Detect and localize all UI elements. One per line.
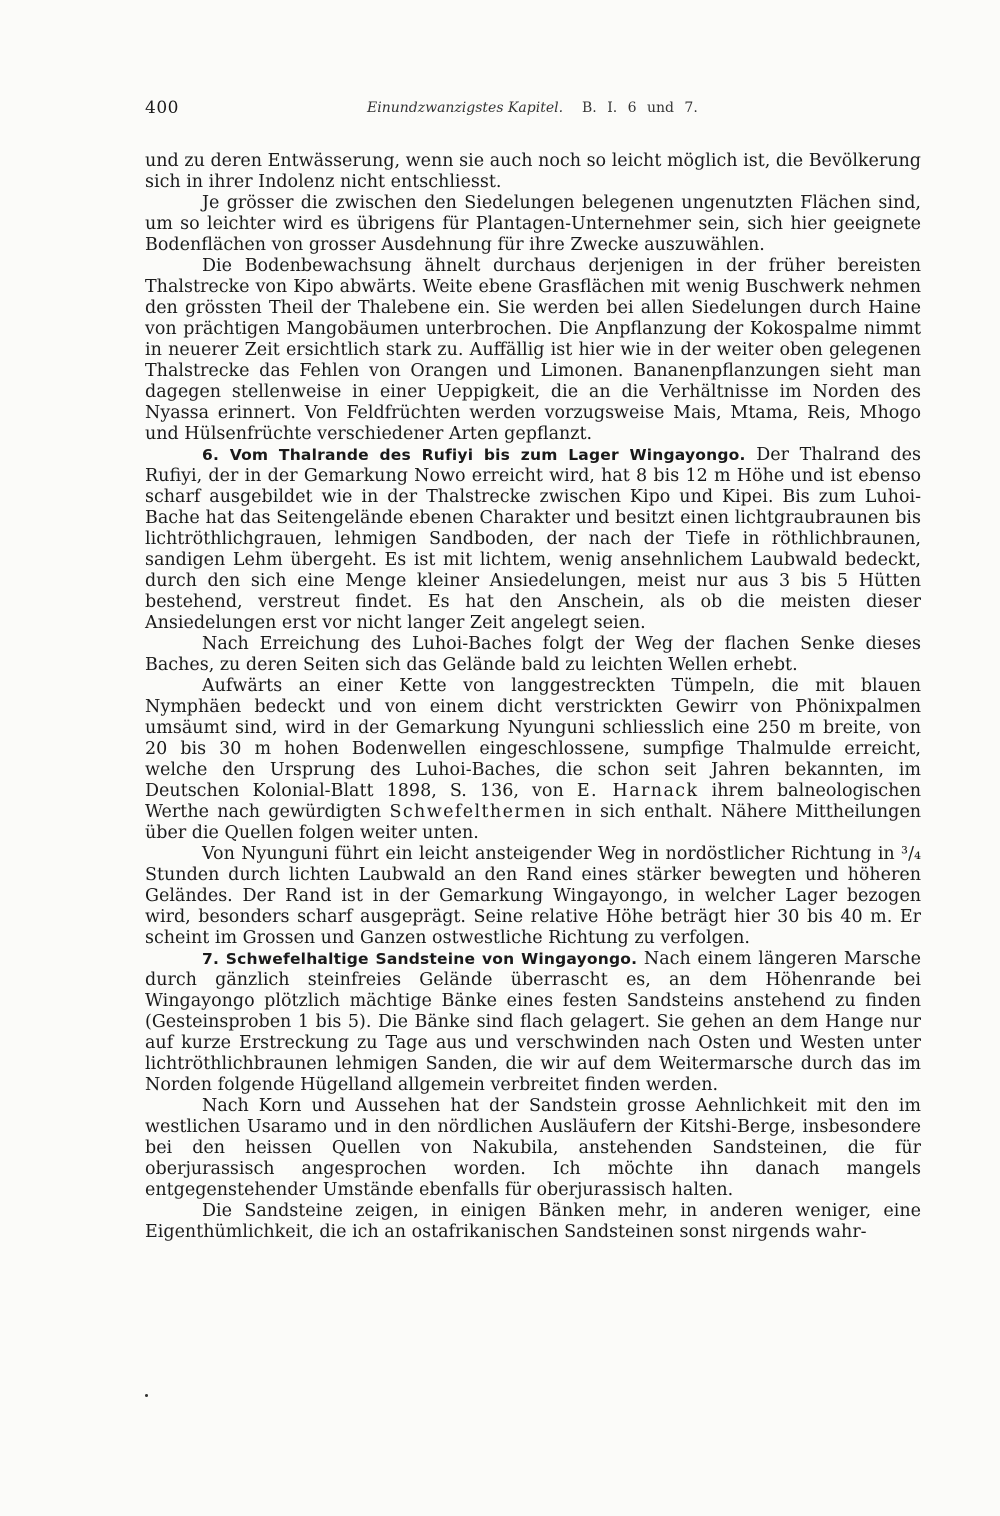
paragraph: Von Nyunguni führt ein leicht ansteigender Weg in nordöstlicher Richtung in ³/₄ Stunden durch lichten Laubwald an den Rand eines stärker bewegten und höheren Geländes. Der Rand ist in der Gemarkung Wingayongo, in welcher Lager bezogen wird, besonders scharf ausgeprägt. Seine relative Höhe beträgt hier 30 bis 40 m. Er scheint im Grossen und Ganzen ostwestliche Richtung zu verfolgen. — [145, 844, 921, 948]
emphasized-term: Schwefelthermen — [389, 802, 567, 822]
section-7-paragraph — [145, 949, 921, 1096]
print-speck — [145, 1394, 148, 1397]
running-head — [145, 98, 925, 128]
body-text — [145, 151, 921, 1243]
section-reference: B. I. 6 und 7. — [582, 100, 698, 116]
paragraph: Je grösser die zwischen den Siedelungen belegenen ungenutzten Flächen sind, um so leichter wird es übrigens für Plantagen-Unternehmer sein, sich hier geeignete Bodenflächen von grosser Ausdehnung für ihre Zwecke auszuwählen. — [145, 193, 921, 255]
paragraph: Nach Erreichung des Luhoi-Baches folgt der Weg der flachen Senke dieses Baches, zu deren Seiten sich das Gelände bald zu leichten Wellen erhebt. — [145, 634, 921, 675]
page-number: 400 — [145, 98, 179, 118]
chapter-title: Einundzwanzigstes Kapitel. — [367, 100, 564, 116]
paragraph: Die Sandsteine zeigen, in einigen Bänken mehr, in anderen weniger, eine Eigenthümlichkeit, die ich an ostafrikanischen Sandsteinen sonst nirgends wahr- — [145, 1201, 921, 1242]
paragraph-text: Aufwärts an einer Kette von langgestreckten Tümpeln, die mit blauen Nymphäen bedeckt und von einem dicht verstrickten Gewirr von Phönixpalmen umsäumt sind, wird in der Gemarkung Nyunguni schliesslich eine 250 m breite, von 20 bis 30 m hohen Bodenwellen eingeschlossene, sumpfige Thalmulde erreicht, welche den Ursprung des Luhoi-Baches, die schon seit Jahren bekannten, im Deutschen Kolonial-Blatt 1898, S. 136, von — [145, 676, 921, 801]
section-heading: 6. Vom Thalrande des Rufiyi bis zum Lager Wingayongo. — [202, 446, 746, 464]
paragraph-text: in sich enthalt. Nähere Mittheilungen über die Quellen folgen weiter unten. — [145, 802, 921, 843]
paragraph: und zu deren Entwässerung, wenn sie auch noch so leicht möglich ist, die Bevölkerung sich in ihrer Indolenz nicht entschliesst. — [145, 151, 921, 192]
section-6-paragraph — [145, 445, 921, 634]
section-text: Der Thalrand des Rufiyi, der in der Gemarkung Nowo erreicht wird, hat 8 bis 12 m Höhe und ist ebenso scharf ausgebildet wie in der Thalstrecke zwischen Kipo und Kipei. Bis zum Luhoi-Bache hat das Seitengelände ebenen Charakter und besitzt einen lichtgraubraunen bis lichtröthlichgrauen, lehmigen Sandboden, der nach der Tiefe in röthlichbraunen, sandigen Lehm übergeht. Es ist mit lichtem, wenig ansehnlichem Laubwald bedeckt, durch den sich eine Menge kleiner Ansiedelungen, meist nur aus 3 bis 5 Hütten bestehend, verstreut findet. Es hat den Anschein, als ob die meisten dieser Ansiedelungen erst vor nicht langer Zeit angelegt seien. — [145, 445, 921, 633]
paragraph-springs — [145, 676, 921, 844]
author-name: E. Harnack — [576, 781, 699, 801]
paragraph: Die Bodenbewachsung ähnelt durchaus derjenigen in der früher bereisten Thalstrecke von Kipo abwärts. Weite ebene Grasflächen mit wenig Buschwerk nehmen den grössten Theil der Thalebene ein. Sie werden bei allen Siedelungen durch Haine von prächtigen Mangobäumen unterbrochen. Die Anpflanzung der Kokospalme nimmt in neuerer Zeit ersichtlich stark zu. Auffällig ist hier wie in der weiter oben gelegenen Thalstrecke das Fehlen von Orangen und Limonen. Bananenpflanzungen sieht man dagegen stellenweise in einer Ueppigkeit, die an die Verhältnisse im Norden des Nyassa erinnert. Von Feldfrüchten werden vorzugsweise Mais, Mtama, Reis, Mhogo und Hülsenfrüchte verschiedener Arten gepflanzt. — [145, 256, 921, 444]
section-heading: 7. Schwefelhaltige Sandsteine von Wingayongo. — [202, 950, 638, 968]
paragraph-text: ihrem balneologischen Werthe nach gewürdigten — [145, 781, 921, 822]
section-text: Nach einem längeren Marsche durch gänzlich steinfreies Gelände überrascht es, an dem Höhenrande bei Wingayongo plötzlich mächtige Bänke eines festen Sandsteins anstehend zu finden (Gesteinsproben 1 bis 5). Die Bänke sind flach gelagert. Sie gehen an dem Hange nur auf kurze Erstreckung zu Tage aus und verschwinden nach Osten und Westen unter lichtröthlichbraunen lehmigen Sanden, die wir auf dem Weitermarsche durch das im Norden folgende Hügelland allgemein verbreitet finden werden. — [145, 949, 921, 1095]
paragraph: Nach Korn und Aussehen hat der Sandstein grosse Aehnlichkeit mit den im westlichen Usaramo und in den nördlichen Ausläufern der Kitshi-Berge, insbesondere bei den heissen Quellen von Nakubila, anstehenden Sandsteinen, die für oberjurassisch angesprochen worden. Ich möchte ihn danach mangels entgegenstehender Umstände ebenfalls für oberjurassisch halten. — [145, 1096, 921, 1200]
